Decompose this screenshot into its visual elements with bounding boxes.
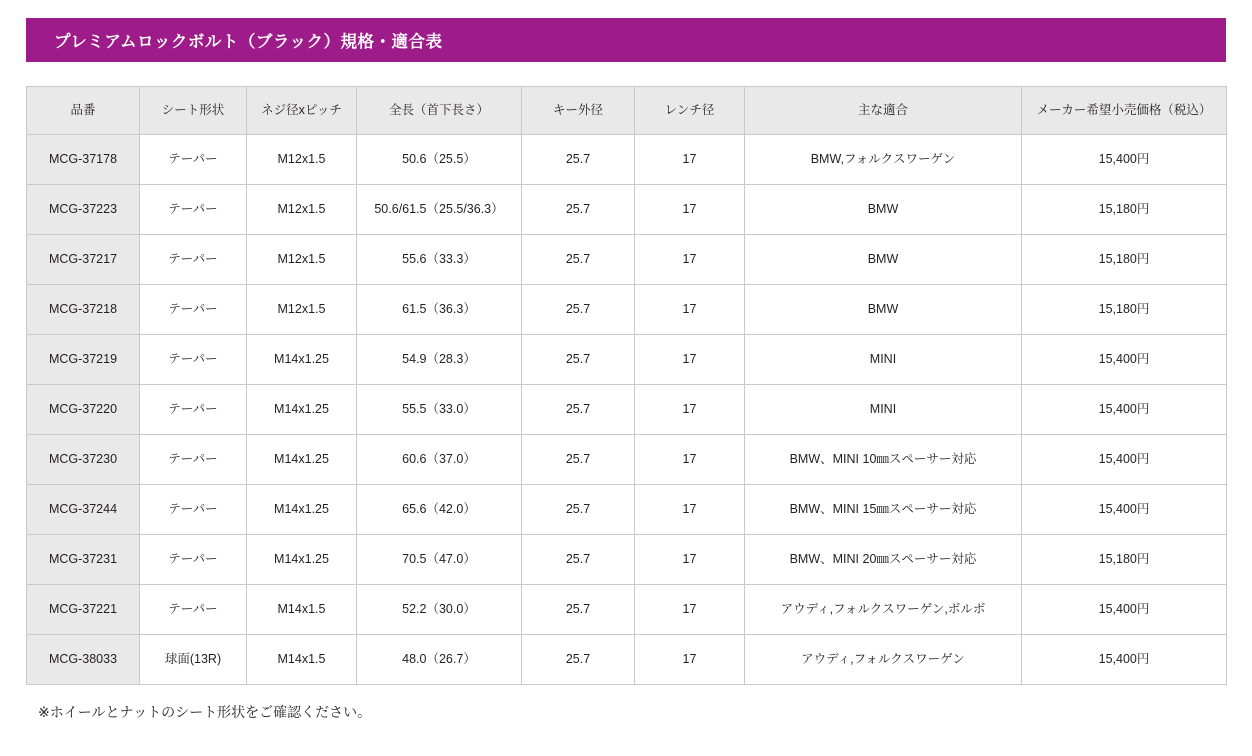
cell-seat-shape: テーパー <box>140 385 247 435</box>
cell-seat-shape: テーパー <box>140 535 247 585</box>
column-header-fitment: 主な適合 <box>745 87 1022 135</box>
cell-wrench: 17 <box>635 285 745 335</box>
cell-fitment: MINI <box>745 335 1022 385</box>
cell-wrench: 17 <box>635 635 745 685</box>
cell-part-no: MCG-37223 <box>27 185 140 235</box>
cell-fitment: BMW <box>745 285 1022 335</box>
cell-key-od: 25.7 <box>522 135 635 185</box>
cell-price: 15,180円 <box>1022 535 1227 585</box>
table-header-row <box>27 87 1227 135</box>
cell-seat-shape: テーパー <box>140 235 247 285</box>
cell-wrench: 17 <box>635 435 745 485</box>
cell-seat-shape: 球面(13R) <box>140 635 247 685</box>
footer-note: ※ホイールとナットのシート形状をご確認ください。 <box>38 704 372 720</box>
cell-fitment: BMW、MINI 10㎜スペーサー対応 <box>745 435 1022 485</box>
cell-price: 15,400円 <box>1022 385 1227 435</box>
cell-fitment: MINI <box>745 385 1022 435</box>
cell-wrench: 17 <box>635 535 745 585</box>
cell-key-od: 25.7 <box>522 385 635 435</box>
column-header-seat-shape: シート形状 <box>140 87 247 135</box>
table-row <box>27 485 1227 535</box>
cell-thread: M14x1.25 <box>247 435 357 485</box>
table-row <box>27 185 1227 235</box>
cell-wrench: 17 <box>635 585 745 635</box>
cell-fitment: BMW,フォルクスワーゲン <box>745 135 1022 185</box>
table-row <box>27 285 1227 335</box>
cell-thread: M12x1.5 <box>247 135 357 185</box>
cell-thread: M12x1.5 <box>247 235 357 285</box>
table-row <box>27 585 1227 635</box>
cell-thread: M14x1.25 <box>247 485 357 535</box>
cell-thread: M14x1.5 <box>247 585 357 635</box>
cell-key-od: 25.7 <box>522 235 635 285</box>
cell-thread: M14x1.25 <box>247 535 357 585</box>
table-row <box>27 235 1227 285</box>
cell-part-no: MCG-37231 <box>27 535 140 585</box>
cell-part-no: MCG-37217 <box>27 235 140 285</box>
cell-price: 15,400円 <box>1022 335 1227 385</box>
cell-key-od: 25.7 <box>522 185 635 235</box>
cell-length: 55.6（33.3） <box>357 235 522 285</box>
column-header-length: 全長（首下長さ） <box>357 87 522 135</box>
cell-thread: M14x1.25 <box>247 385 357 435</box>
cell-fitment: BMW、MINI 20㎜スペーサー対応 <box>745 535 1022 585</box>
table-body <box>27 135 1227 685</box>
table-row <box>27 335 1227 385</box>
cell-wrench: 17 <box>635 485 745 535</box>
cell-thread: M14x1.5 <box>247 635 357 685</box>
spec-table-container <box>26 86 1226 685</box>
cell-wrench: 17 <box>635 135 745 185</box>
cell-price: 15,180円 <box>1022 235 1227 285</box>
cell-part-no: MCG-37244 <box>27 485 140 535</box>
column-header-thread: ネジ径xピッチ <box>247 87 357 135</box>
cell-key-od: 25.7 <box>522 335 635 385</box>
cell-wrench: 17 <box>635 185 745 235</box>
cell-thread: M12x1.5 <box>247 185 357 235</box>
cell-length: 48.0（26.7） <box>357 635 522 685</box>
table-header <box>27 87 1227 135</box>
cell-fitment: BMW、MINI 15㎜スペーサー対応 <box>745 485 1022 535</box>
cell-thread: M12x1.5 <box>247 285 357 335</box>
cell-key-od: 25.7 <box>522 585 635 635</box>
cell-wrench: 17 <box>635 235 745 285</box>
cell-length: 52.2（30.0） <box>357 585 522 635</box>
cell-length: 50.6（25.5） <box>357 135 522 185</box>
column-header-price: メーカー希望小売価格（税込） <box>1022 87 1227 135</box>
cell-price: 15,180円 <box>1022 185 1227 235</box>
cell-price: 15,180円 <box>1022 285 1227 335</box>
cell-seat-shape: テーパー <box>140 285 247 335</box>
page-title: プレミアムロックボルト（ブラック）規格・適合表 <box>54 33 443 51</box>
cell-price: 15,400円 <box>1022 585 1227 635</box>
cell-part-no: MCG-37230 <box>27 435 140 485</box>
table-row <box>27 135 1227 185</box>
cell-fitment: BMW <box>745 185 1022 235</box>
cell-seat-shape: テーパー <box>140 485 247 535</box>
cell-seat-shape: テーパー <box>140 185 247 235</box>
table-row <box>27 435 1227 485</box>
cell-length: 54.9（28.3） <box>357 335 522 385</box>
title-bar <box>26 18 1226 62</box>
cell-part-no: MCG-37221 <box>27 585 140 635</box>
cell-seat-shape: テーパー <box>140 135 247 185</box>
cell-price: 15,400円 <box>1022 635 1227 685</box>
cell-part-no: MCG-38033 <box>27 635 140 685</box>
column-header-key-od: キー外径 <box>522 87 635 135</box>
spec-table <box>26 86 1227 685</box>
table-row <box>27 535 1227 585</box>
cell-wrench: 17 <box>635 385 745 435</box>
cell-length: 55.5（33.0） <box>357 385 522 435</box>
cell-fitment: アウディ,フォルクスワーゲン <box>745 635 1022 685</box>
cell-key-od: 25.7 <box>522 435 635 485</box>
cell-length: 65.6（42.0） <box>357 485 522 535</box>
cell-part-no: MCG-37178 <box>27 135 140 185</box>
cell-length: 60.6（37.0） <box>357 435 522 485</box>
cell-price: 15,400円 <box>1022 135 1227 185</box>
cell-price: 15,400円 <box>1022 435 1227 485</box>
cell-price: 15,400円 <box>1022 485 1227 535</box>
column-header-part-no: 品番 <box>27 87 140 135</box>
cell-length: 70.5（47.0） <box>357 535 522 585</box>
cell-part-no: MCG-37219 <box>27 335 140 385</box>
cell-key-od: 25.7 <box>522 485 635 535</box>
cell-key-od: 25.7 <box>522 285 635 335</box>
cell-seat-shape: テーパー <box>140 435 247 485</box>
cell-part-no: MCG-37218 <box>27 285 140 335</box>
cell-seat-shape: テーパー <box>140 585 247 635</box>
cell-key-od: 25.7 <box>522 635 635 685</box>
cell-length: 50.6/61.5（25.5/36.3） <box>357 185 522 235</box>
cell-length: 61.5（36.3） <box>357 285 522 335</box>
cell-key-od: 25.7 <box>522 535 635 585</box>
table-row <box>27 635 1227 685</box>
column-header-wrench: レンチ径 <box>635 87 745 135</box>
cell-fitment: BMW <box>745 235 1022 285</box>
cell-thread: M14x1.25 <box>247 335 357 385</box>
table-row <box>27 385 1227 435</box>
cell-part-no: MCG-37220 <box>27 385 140 435</box>
cell-seat-shape: テーパー <box>140 335 247 385</box>
cell-fitment: アウディ,フォルクスワーゲン,ボルボ <box>745 585 1022 635</box>
cell-wrench: 17 <box>635 335 745 385</box>
